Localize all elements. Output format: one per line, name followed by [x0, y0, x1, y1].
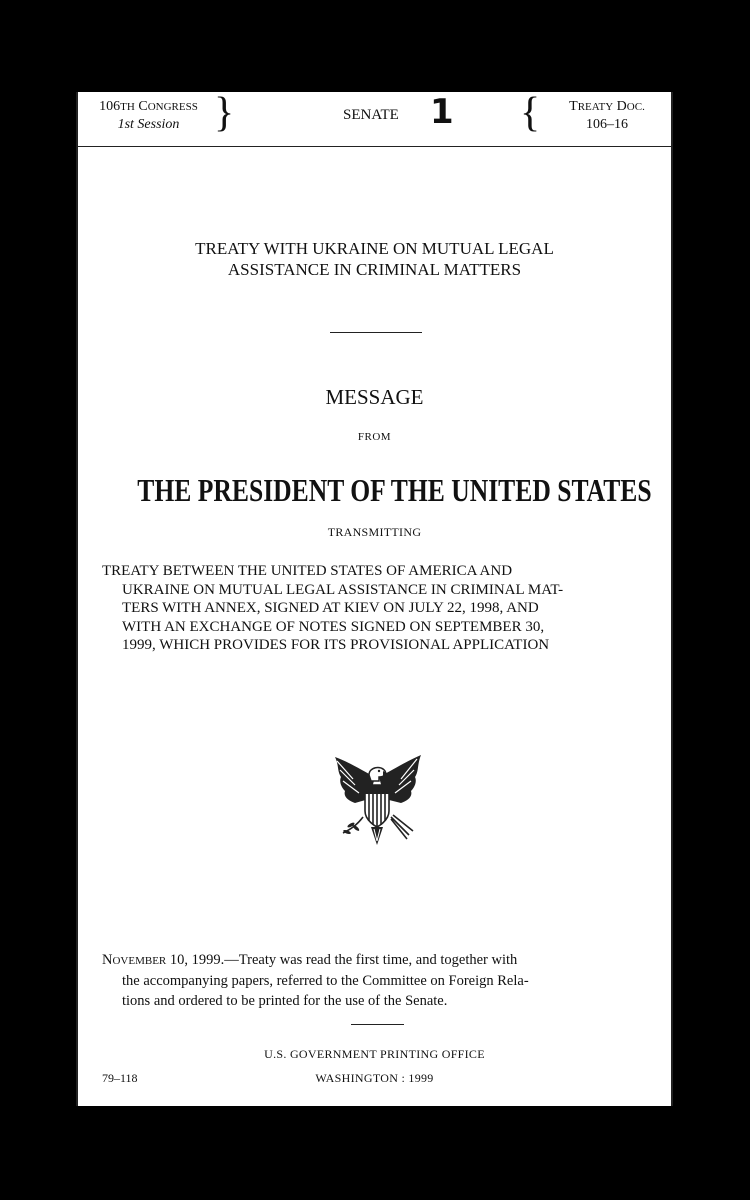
notice-line2: the accompanying papers, referred to the Committee on Foreign Rela- [122, 973, 529, 989]
treaty-title-line1: TREATY WITH UKRAINE ON MUTUAL LEGAL [195, 239, 554, 258]
handwritten-mark: 1 [430, 92, 454, 132]
left-brace-icon: { [520, 90, 541, 136]
transmitting-label: TRANSMITTING [327, 525, 422, 539]
description-line1: TREATY BETWEEN THE UNITED STATES OF AMERICA AND [102, 563, 513, 579]
treaty-title-line2: ASSISTANCE IN CRIMINAL MATTERS [227, 260, 522, 279]
doc-number: 106–16 [586, 117, 628, 132]
congress-label: 106TH CONGRESS [99, 99, 198, 114]
senate-notice [102, 950, 652, 1011]
doc-label: TREATY DOC. [569, 99, 645, 114]
right-brace-icon: } [214, 90, 235, 136]
treaty-title [78, 238, 671, 280]
printer-label: U.S. GOVERNMENT PRINTING OFFICE [264, 1047, 485, 1061]
place-year: WASHINGTON : 1999 [315, 1071, 434, 1085]
description-line3: TERS WITH ANNEX, SIGNED AT KIEV ON JULY 22, 1998, AND [122, 600, 539, 616]
description-line5: 1999, WHICH PROVIDES FOR ITS PROVISIONAL APPLICATION [122, 637, 550, 653]
message-heading: MESSAGE [325, 385, 424, 409]
footer-divider [351, 1024, 404, 1025]
document-page [76, 92, 673, 1106]
description-line2: UKRAINE ON MUTUAL LEGAL ASSISTANCE IN CRIMINAL MAT- [122, 581, 564, 598]
notice-line1: NOVEMBER 10, 1999.—Treaty was read the first time, and together with [102, 952, 518, 968]
from-label: FROM [357, 431, 392, 443]
session-label: 1st Session [117, 117, 180, 132]
description-line4: WITH AN EXCHANGE OF NOTES SIGNED ON SEPTEMBER 30, [122, 618, 545, 635]
notice-line3: tions and ordered to be printed for the use of the Senate. [122, 993, 448, 1009]
title-divider [330, 332, 422, 333]
header-rule [78, 146, 671, 147]
chamber-label: SENATE [343, 107, 399, 123]
president-heading: THE PRESIDENT OF THE UNITED STATES [137, 472, 652, 508]
job-number: 79–118 [102, 1071, 138, 1085]
treaty-description [102, 562, 652, 655]
great-seal-eagle-icon [329, 755, 425, 847]
